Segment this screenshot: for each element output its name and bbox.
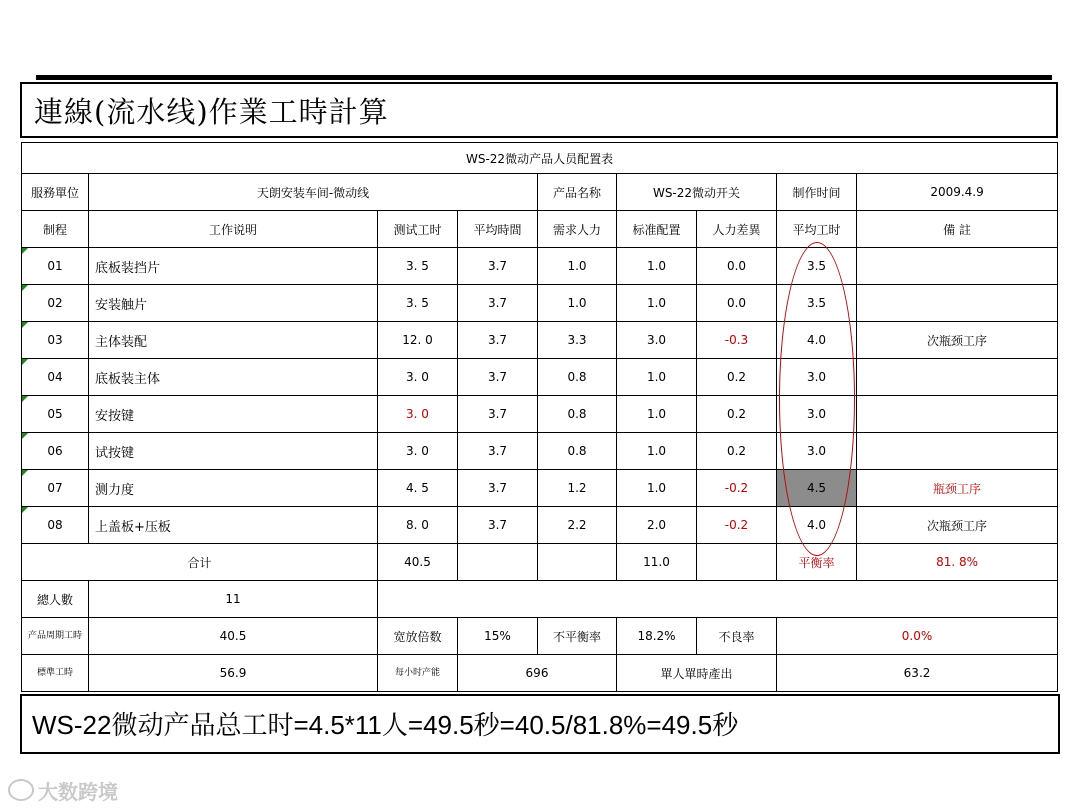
watermark [8, 776, 118, 804]
process-desc: 安装触片 [89, 285, 378, 322]
process-no: 04 [22, 359, 89, 396]
note [857, 285, 1058, 322]
product-time-label: 产品周期工時 [22, 618, 89, 655]
process-desc: 底板装主体 [89, 359, 378, 396]
hourly-label: 每小时产能 [378, 655, 458, 692]
staff-diff: -0.2 [697, 470, 777, 507]
avg-time: 3.7 [458, 507, 538, 544]
headcount-row [22, 581, 1058, 618]
table-row [22, 248, 1058, 285]
defect-value: 0.0% [777, 618, 1058, 655]
need-staff: 3.3 [538, 322, 617, 359]
std-time-row [22, 655, 1058, 692]
note [857, 248, 1058, 285]
staff-diff: 0.0 [697, 285, 777, 322]
avg-time: 3.7 [458, 248, 538, 285]
process-desc: 试按键 [89, 433, 378, 470]
avg-time: 3.7 [458, 433, 538, 470]
product-value: WS-22微动开关 [617, 174, 777, 211]
col-header: 工作说明 [89, 211, 378, 248]
top-rule [36, 75, 1052, 80]
watermark-text: 大数跨境 [38, 779, 118, 804]
hourly-value: 696 [458, 655, 617, 692]
summary-formula: WS-22微动产品总工时=4.5*11人=49.5秒=40.5/81.8%=49.5秒 [32, 710, 739, 740]
slide-title-box [20, 82, 1058, 138]
std-staff: 1.0 [617, 396, 697, 433]
stats-row [22, 618, 1058, 655]
std-staff: 1.0 [617, 248, 697, 285]
avg-work-time-bottleneck: 4.5 [777, 470, 857, 507]
col-header: 需求人力 [538, 211, 617, 248]
unit-label: 服務單位 [22, 174, 89, 211]
product-label: 产品名称 [538, 174, 617, 211]
avg-work-time: 3.5 [777, 248, 857, 285]
per-person-value: 63.2 [777, 655, 1058, 692]
need-staff: 0.8 [538, 359, 617, 396]
total-std-staff: 11.0 [617, 544, 697, 581]
col-header: 标准配置 [617, 211, 697, 248]
col-header: 平均時間 [458, 211, 538, 248]
summary-box [20, 694, 1060, 754]
total-label: 合计 [22, 544, 378, 581]
avg-time: 3.7 [458, 359, 538, 396]
note [857, 433, 1058, 470]
process-no: 07 [22, 470, 89, 507]
avg-time: 3.7 [458, 396, 538, 433]
process-no: 01 [22, 248, 89, 285]
imbalance-label: 不平衡率 [538, 618, 617, 655]
headcount-label: 總人數 [22, 581, 89, 618]
avg-work-time: 3.5 [777, 285, 857, 322]
cell-marker-icon [22, 359, 28, 365]
process-desc: 上盖板+压板 [89, 507, 378, 544]
test-time: 8. 0 [378, 507, 458, 544]
process-desc: 底板装挡片 [89, 248, 378, 285]
staff-diff: 0.2 [697, 396, 777, 433]
col-header: 平均工时 [777, 211, 857, 248]
header-row [22, 211, 1058, 248]
note: 次瓶颈工序 [857, 507, 1058, 544]
process-no: 08 [22, 507, 89, 544]
staff-diff: -0.2 [697, 507, 777, 544]
note: 瓶颈工序 [857, 470, 1058, 507]
col-header: 人力差異 [697, 211, 777, 248]
test-time: 3. 0 [378, 433, 458, 470]
process-no: 06 [22, 433, 89, 470]
allowance-value: 15% [458, 618, 538, 655]
table-row [22, 396, 1058, 433]
test-time: 3. 5 [378, 248, 458, 285]
process-no: 02 [22, 285, 89, 322]
table-row [22, 322, 1058, 359]
staff-diff: 0.2 [697, 433, 777, 470]
avg-work-time: 3.0 [777, 359, 857, 396]
table-title: WS-22微动产品人员配置表 [22, 143, 1058, 174]
watermark-logo-icon [8, 779, 34, 801]
cell-marker-icon [22, 396, 28, 402]
meta-row [22, 174, 1058, 211]
std-staff: 1.0 [617, 285, 697, 322]
need-staff: 1.0 [538, 285, 617, 322]
table-row [22, 507, 1058, 544]
need-staff: 2.2 [538, 507, 617, 544]
test-time: 3. 0 [378, 359, 458, 396]
col-header: 制程 [22, 211, 89, 248]
std-staff: 1.0 [617, 470, 697, 507]
product-time-value: 40.5 [89, 618, 378, 655]
col-header: 備 註 [857, 211, 1058, 248]
staff-diff: -0.3 [697, 322, 777, 359]
allowance-label: 宽放倍数 [378, 618, 458, 655]
cell-marker-icon [22, 322, 28, 328]
defect-label: 不良率 [697, 618, 777, 655]
test-time: 4. 5 [378, 470, 458, 507]
table-row [22, 470, 1058, 507]
need-staff: 1.0 [538, 248, 617, 285]
process-desc: 测力度 [89, 470, 378, 507]
per-person-label: 單人單時產出 [617, 655, 777, 692]
process-no: 03 [22, 322, 89, 359]
std-time-label: 標準工時 [22, 655, 89, 692]
note [857, 396, 1058, 433]
table-row [22, 359, 1058, 396]
process-desc: 安按键 [89, 396, 378, 433]
std-time-value: 56.9 [89, 655, 378, 692]
total-empty [697, 544, 777, 581]
total-empty [538, 544, 617, 581]
imbalance-value: 18.2% [617, 618, 697, 655]
headcount-value: 11 [89, 581, 378, 618]
avg-work-time: 3.0 [777, 396, 857, 433]
need-staff: 1.2 [538, 470, 617, 507]
total-test-time: 40.5 [378, 544, 458, 581]
std-staff: 1.0 [617, 359, 697, 396]
avg-time: 3.7 [458, 322, 538, 359]
date-value: 2009.4.9 [857, 174, 1058, 211]
headcount-blank [378, 581, 1058, 618]
avg-time: 3.7 [458, 285, 538, 322]
balance-value: 81. 8% [857, 544, 1058, 581]
need-staff: 0.8 [538, 433, 617, 470]
std-staff: 3.0 [617, 322, 697, 359]
process-no: 05 [22, 396, 89, 433]
avg-work-time: 4.0 [777, 322, 857, 359]
test-time: 3. 5 [378, 285, 458, 322]
std-staff: 1.0 [617, 433, 697, 470]
balance-label: 平衡率 [777, 544, 857, 581]
cell-marker-icon [22, 248, 28, 254]
unit-value: 天朗安装车间-微动线 [89, 174, 538, 211]
total-row [22, 544, 1058, 581]
note [857, 359, 1058, 396]
process-desc: 主体装配 [89, 322, 378, 359]
avg-work-time: 3.0 [777, 433, 857, 470]
cell-marker-icon [22, 507, 28, 513]
total-empty [458, 544, 538, 581]
cell-marker-icon [22, 285, 28, 291]
avg-work-time: 4.0 [777, 507, 857, 544]
staff-diff: 0.0 [697, 248, 777, 285]
note: 次瓶颈工序 [857, 322, 1058, 359]
date-label: 制作时间 [777, 174, 857, 211]
need-staff: 0.8 [538, 396, 617, 433]
std-staff: 2.0 [617, 507, 697, 544]
table-row [22, 285, 1058, 322]
table-row [22, 433, 1058, 470]
test-time: 12. 0 [378, 322, 458, 359]
col-header: 测试工时 [378, 211, 458, 248]
staffing-table [21, 142, 1058, 692]
cell-marker-icon [22, 470, 28, 476]
avg-time: 3.7 [458, 470, 538, 507]
test-time: 3. 0 [378, 396, 458, 433]
slide-title: 連線(流水线)作業工時計算 [34, 95, 389, 129]
staff-diff: 0.2 [697, 359, 777, 396]
cell-marker-icon [22, 433, 28, 439]
